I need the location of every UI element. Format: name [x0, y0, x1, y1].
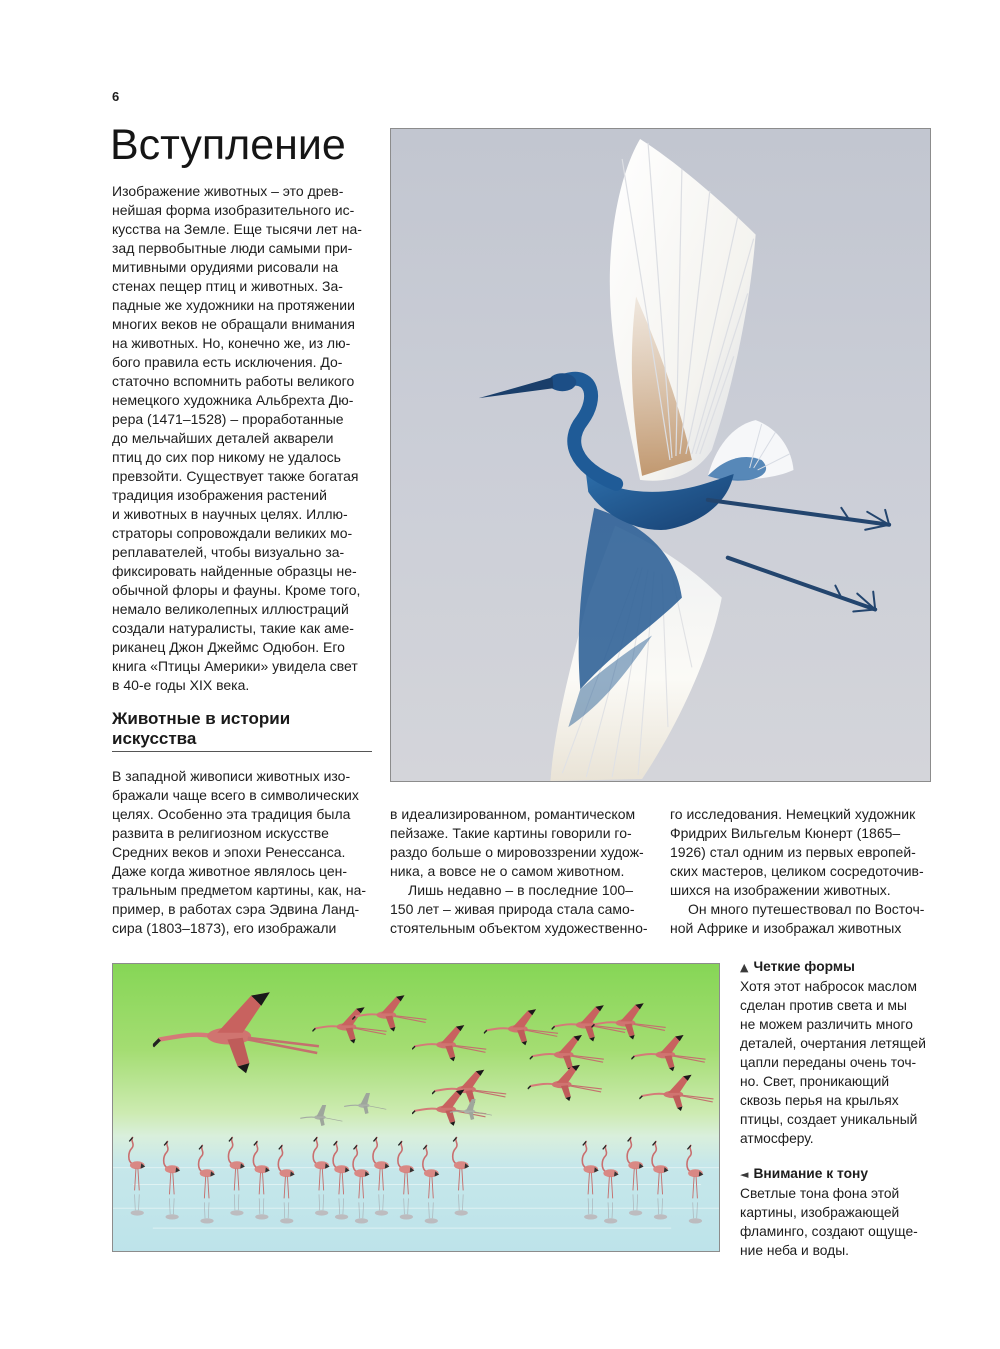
caption-line: не можем различить много: [740, 1017, 913, 1032]
intro-line: на животных. Но, конечно же, из лю-: [112, 335, 351, 351]
body-line: бражали чаще всего в символических: [112, 787, 359, 803]
caption-line: фламинго, создают ощуще-: [740, 1224, 918, 1239]
body-line: пейзаже. Такие картины говорили го-: [390, 825, 632, 841]
intro-line: падные же художники на протяжении: [112, 297, 355, 313]
intro-line: птиц до сих пор никому не удалось: [112, 449, 341, 465]
caption-line: но. Свет, проникающий: [740, 1074, 890, 1089]
intro-line: немало великолепных иллюстраций: [112, 601, 349, 617]
page-title: Вступление: [110, 121, 346, 169]
caption-line: сквозь перья на крыльях: [740, 1093, 899, 1108]
flamingo-caption: [740, 1164, 918, 1260]
caption-line: Хотя этот набросок маслом: [740, 979, 918, 994]
paragraph: [112, 767, 366, 938]
caption-line: атмосферу.: [740, 1131, 814, 1146]
intro-line: немецкого художника Альбрехта Дю-: [112, 392, 354, 408]
intro-line: реплавателей, чтобы визуально за-: [112, 544, 345, 560]
caption-title: Четкие формы: [753, 959, 855, 974]
section-heading-line: искусства: [112, 729, 197, 748]
paragraph: [390, 805, 648, 881]
intro-line: риканец Джон Джеймс Одюбон. Его: [112, 639, 345, 655]
intro-line: рера (1471–1528) – проработанные: [112, 411, 344, 427]
section-heading: [112, 709, 290, 749]
intro-line: бого правила есть исключения. До-: [112, 354, 343, 370]
section-column-3: [670, 805, 924, 938]
caption-line: птицы, создает уникальный: [740, 1112, 918, 1127]
body-line: 150 лет – живая природа стала само-: [390, 901, 635, 917]
flamingo-painting: [112, 963, 720, 1252]
intro-line: фиксировать найденные образцы не-: [112, 563, 357, 579]
intro-line: обычной флоры и фауны. Кроме того,: [112, 582, 361, 598]
caption-line: картины, изображающей: [740, 1205, 900, 1220]
paragraph: [670, 900, 924, 938]
intro-line: создали натуралисты, такие как аме-: [112, 620, 354, 636]
intro-line: традиция изображения растений: [112, 487, 327, 503]
flamingo-illustration: [113, 964, 719, 1251]
intro-line: статочно вспомнить работы великого: [112, 373, 355, 389]
intro-line: страторы сопровождали великих мо-: [112, 525, 353, 541]
body-line: Фридрих Вильгельм Кюнерт (1865–: [670, 825, 901, 841]
body-line: пример, в работах сэра Эдвина Ланд-: [112, 901, 360, 917]
intro-line: Изображение животных – это древ-: [112, 183, 344, 199]
intro-paragraph: [112, 182, 362, 695]
body-line: Лишь недавно – в последние 100–: [408, 882, 633, 898]
body-line: целях. Особенно эта традиция была: [112, 806, 351, 822]
section-column-2: [390, 805, 648, 938]
body-line: шихся на изображении животных.: [670, 882, 891, 898]
body-line: Он много путешествовал по Восточ-: [688, 901, 925, 917]
caption-title: Внимание к тону: [753, 1166, 869, 1181]
body-line: в идеализированном, романтическом: [390, 806, 636, 822]
intro-line: книга «Птицы Америки» увидела свет: [112, 658, 358, 674]
intro-line: кусства на Земле. Еще тысячи лет на-: [112, 221, 362, 237]
intro-line: превзойти. Существует также богатая: [112, 468, 359, 484]
caption-line: сделан против света и мы: [740, 998, 907, 1013]
intro-line: многих веков не обращали внимания: [112, 316, 355, 332]
body-line: тральным предметом картины, как, на-: [112, 882, 367, 898]
body-line: развита в религиозном искусстве: [112, 825, 329, 841]
caption-line: цапли переданы очень точ-: [740, 1055, 917, 1070]
caption-text: [740, 977, 926, 1148]
body-line: Средних веков и эпохи Ренессанса.: [112, 844, 346, 860]
paragraph: [670, 805, 924, 900]
intro-line: зад первобытные люди самыми при-: [112, 240, 353, 256]
caption-title-row: [740, 957, 926, 977]
body-line: 1926) стал одним из первых европей-: [670, 844, 916, 860]
paragraph: [390, 881, 648, 938]
heron-painting: [390, 128, 931, 782]
section-heading-rule: [112, 751, 372, 752]
body-line: В западной живописи животных изо-: [112, 768, 351, 784]
caption-text: [740, 1184, 918, 1260]
caption-title-row: [740, 1164, 918, 1184]
body-line: сира (1803–1873), его изображали: [112, 920, 337, 936]
intro-line: в 40-е годы XIX века.: [112, 677, 250, 693]
caption-line: ние неба и воды.: [740, 1243, 849, 1258]
intro-line: стенах пещер птиц и животных. За-: [112, 278, 343, 294]
intro-line: и животных в научных целях. Иллю-: [112, 506, 348, 522]
section-heading-line: Животные в истории: [112, 709, 291, 728]
intro-line: до мельчайших деталей акварели: [112, 430, 334, 446]
body-line: раздо больше о мировоззрении худож-: [390, 844, 644, 860]
intro-line: митивными орудиями рисовали на: [112, 259, 339, 275]
body-line: стоятельным объектом художественно-: [390, 920, 648, 936]
body-line: ника, а вовсе не о самом животном.: [390, 863, 625, 879]
body-line: Даже когда животное являлось цен-: [112, 863, 348, 879]
body-line: го исследования. Немецкий художник: [670, 806, 916, 822]
heron-illustration: [391, 129, 930, 781]
triangle-up-icon: ▲: [740, 961, 749, 974]
caption-line: деталей, очертания летящей: [740, 1036, 926, 1051]
section-column-1: [112, 767, 366, 938]
body-line: ной Африке и изображал животных: [670, 920, 902, 936]
page-number: 6: [112, 89, 120, 104]
body-line: ских мастеров, целиком сосредоточив-: [670, 863, 924, 879]
intro-line: нейшая форма изобразительного ис-: [112, 202, 355, 218]
heron-caption: [740, 957, 926, 1148]
triangle-left-icon: ◄: [740, 1168, 749, 1181]
caption-line: Светлые тона фона этой: [740, 1186, 900, 1201]
